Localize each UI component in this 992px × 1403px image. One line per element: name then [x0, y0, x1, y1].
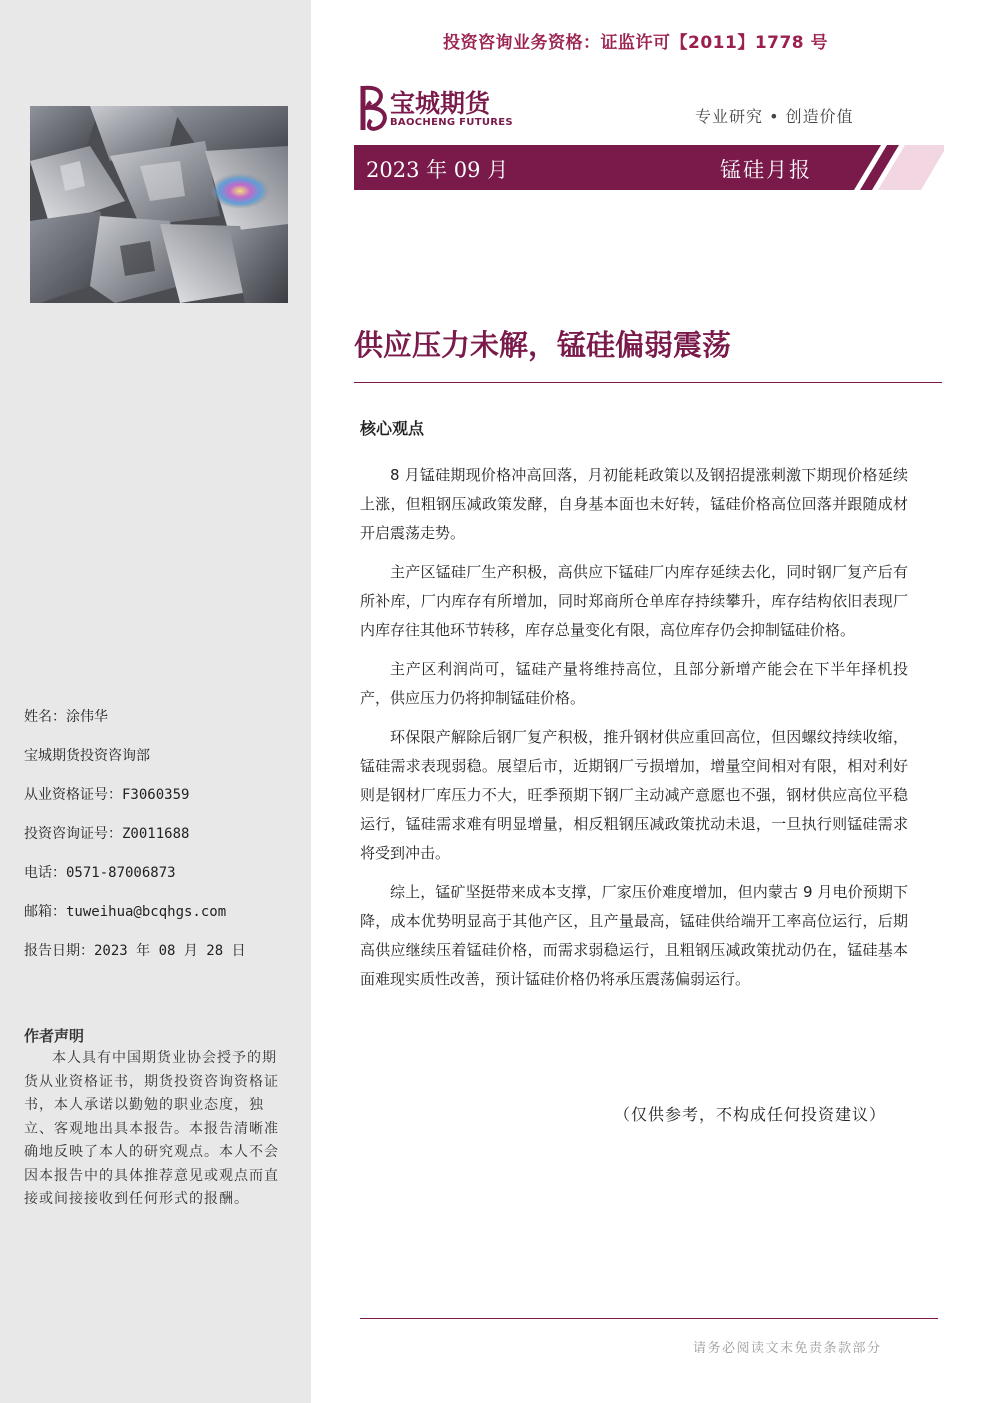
author-department: 宝城期货投资咨询部 [24, 748, 150, 764]
paragraph: 8 月锰硅期现价格冲高回落，月初能耗政策以及钢招提涨刺激下期现价格延续上涨，但粗钢压减政策发酵，自身基本面也未好转，锰硅价格高位回落并跟随成材开启震荡走势。 [360, 466, 908, 542]
license-text: 投资咨询业务资格：证监许可【2011】1778 号 [443, 33, 829, 53]
logo-chinese: 宝城期货 [390, 89, 491, 118]
statement-title: 作者声明 [24, 1027, 85, 1045]
author-name: 姓名：涂伟华 [24, 709, 108, 725]
footer-note: 请务必阅读文末免责条款部分 [693, 1341, 882, 1356]
author-phone: 电话：0571-87006873 [24, 865, 176, 881]
statement-body: 本人具有中国期货业协会授予的期货从业资格证书，期货投资咨询资格证书，本人承诺以勤勉的职业态度，独立、客观地出具本报告。本报告清晰准确地反映了本人的研究观点。本人不会因本报告中的具体推荐意见或观点而直接或间接接收到任何形式的报酬。 [24, 1050, 279, 1207]
slogan: 专业研究 • 创造价值 [695, 107, 854, 126]
author-email: 邮箱：tuweihua@bcqhgs.com [24, 904, 227, 920]
paragraph: 主产区锰硅厂生产积极，高供应下锰硅厂内库存延续去化，同时钢厂复产后有所补库，厂内库存有所增加，同时郑商所仓单库存持续攀升，库存结构依旧表现厂内库存往其他环节转移，库存总量变化有限，高位库存仍会抑制锰硅价格。 [360, 563, 908, 639]
logo-english: BAOCHENG FUTURES [390, 117, 513, 128]
paragraph: 环保限产解除后钢厂复产积极，推升钢材供应重回高位，但因螺纹持续收缩，锰硅需求表现弱稳。展望后市，近期钢厂亏损增加，增量空间相对有限，相对利好则是钢材厂库压力不大，旺季预期下钢厂主动减产意愿也不强，钢材供应高位平稳运行，锰硅需求难有明显增量，相反粗钢压减政策扰动未退，一旦执行则锰硅需求将受到冲击。 [360, 728, 908, 862]
paragraph: 主产区利润尚可，锰硅产量将维持高位，且部分新增产能会在下半年择机投产，供应压力仍将抑制锰硅价格。 [360, 660, 908, 707]
company-logo [357, 84, 557, 132]
core-views [360, 461, 908, 1004]
report-banner [354, 145, 944, 190]
paragraph: 综上，锰矿坚挺带来成本支撑，厂家压价难度增加，但内蒙古 9 月电价预期下降，成本优势明显高于其他产区，且产量最高，锰硅供给端开工率高位运行，后期高供应继续压着锰硅价格，而需求弱稳运行，且粗钢压减政策扰动仍在，锰硅基本面难现实质性改善，预计锰硅价格仍将承压震荡偏弱运行。 [360, 883, 908, 988]
report-date: 报告日期：2023 年 08 月 28 日 [24, 943, 246, 959]
logo-icon [357, 84, 389, 132]
practice-cert: 从业资格证号：F3060359 [24, 787, 190, 803]
sidebar [0, 0, 311, 1403]
footer-divider [360, 1318, 938, 1319]
disclaimer: （仅供参考，不构成任何投资建议） [614, 1105, 887, 1124]
report-type: 锰硅月报 [720, 158, 812, 182]
report-title: 供应压力未解，锰硅偏弱震荡 [354, 328, 732, 362]
report-month: 2023 年 09 月 [366, 158, 509, 182]
title-divider [354, 382, 942, 383]
author-info [24, 707, 294, 980]
ferrosilicon-photo [30, 106, 288, 303]
advisory-cert: 投资咨询证号：Z0011688 [24, 826, 190, 842]
section-heading: 核心观点 [360, 419, 425, 438]
